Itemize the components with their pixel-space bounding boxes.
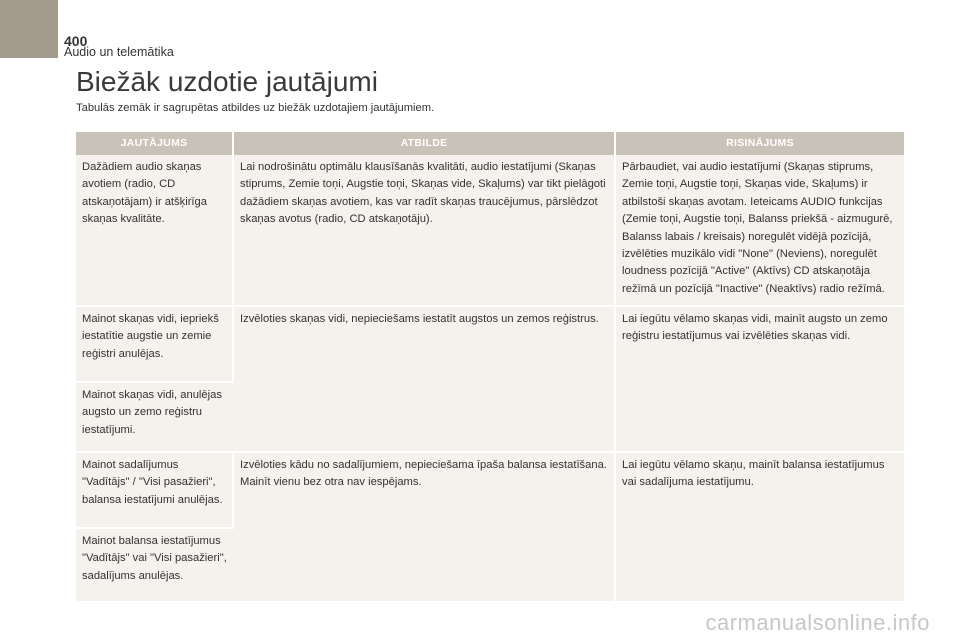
column-header-answer: ATBILDE [234,132,616,155]
solution-cell: Lai iegūtu vēlamo skaņu, mainīt balansa iestatījumus vai sadalījuma iestatījumu. [616,453,904,603]
table-header-row [76,132,904,155]
table-row [76,453,904,529]
table-row [76,307,904,383]
solution-cell: Lai iegūtu vēlamo skaņas vidi, mainīt augsto un zemo reģistru iestatījumus vai izvēlēties skaņas vidi. [616,307,904,453]
column-header-solution: RISINĀJUMS [616,132,904,155]
faq-table [76,132,904,603]
watermark: carmanualsonline.info [705,610,930,635]
answer-cell: Izvēloties skaņas vidi, nepieciešams iestatīt augstos un zemos reģistrus. [234,307,616,453]
answer-cell: Lai nodrošinātu optimālu klausīšanās kvalitāti, audio iestatījumi (Skaņas stiprums, Zemie toņi, Augstie toņi, Skaņas vide, Skaļums) var tikt pielāgoti dažādiem skaņas avotiem, kas var radīt skaņas traucējumus, pārslēdzot skaņas avotus (radio, CD atskaņotāju). [234,155,616,307]
solution-cell: Pārbaudiet, vai audio iestatījumi (Skaņas stiprums, Zemie toņi, Augstie toņi, Skaņas vide, Skaļums) ir atbilstoši skaņas avotam. Ieteicams AUDIO funkcijas (Zemie toņi, Augstie toņi, Balanss priekšā - aizmugurē, Balanss labais / kreisais) noregulēt vidējā pozīcijā, izvēlēties muzikālo vidi "None" (Neviens), noregulēt loudness pozīcijā "Active" (Aktīvs) CD atskaņotāja režīmā un pozīcijā "Inactive" (Neaktīvs) radio režīmā. [616,155,904,307]
column-header-question: JAUTĀJUMS [76,132,234,155]
corner-tab [0,0,58,58]
table-row [76,155,904,307]
question-cell: Mainot skaņas vidi, anulējas augsto un zemo reģistru iestatījumi. [76,383,234,453]
question-cell: Dažādiem audio skaņas avotiem (radio, CD atskaņotājam) ir atšķirīga skaņas kvalitāte. [76,155,234,307]
answer-cell: Izvēloties kādu no sadalījumiem, nepieciešama īpaša balansa iestatīšana. Mainīt vienu bez otra nav iespējams. [234,453,616,603]
question-cell: Mainot skaņas vidi, iepriekš iestatītie augstie un zemie reģistri anulējas. [76,307,234,383]
page-number: 400 [64,33,88,49]
page-title: Biežāk uzdotie jautājumi [76,66,378,97]
intro-text: Tabulās zemāk ir sagrupētas atbildes uz biežāk uzdotajiem jautājumiem. [76,102,435,114]
question-cell: Mainot sadalījumus "Vadītājs" / "Visi pasažieri", balansa iestatījumi anulējas. [76,453,234,529]
question-cell: Mainot balansa iestatījumus "Vadītājs" vai "Visi pasažieri", sadalījums anulējas. [76,529,234,603]
section-title: Audio un telemātika [64,45,174,59]
